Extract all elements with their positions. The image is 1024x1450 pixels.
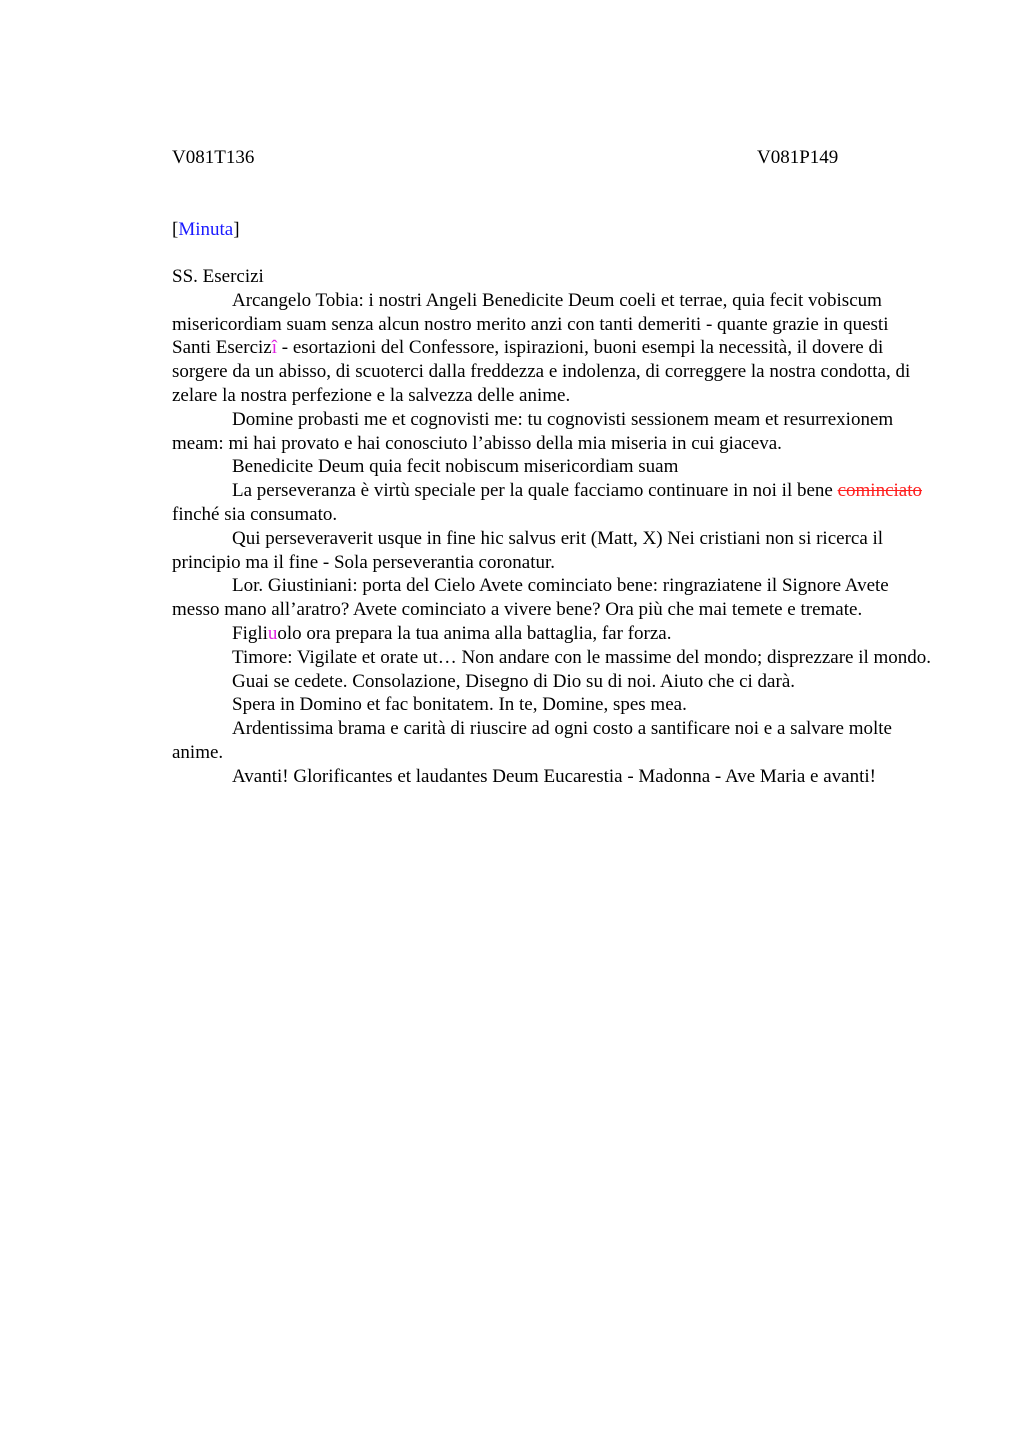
bracket-close: ] (233, 219, 240, 240)
paragraph-4-text-b: finché sia consumato. (172, 503, 338, 525)
insertion-mark: u (267, 622, 278, 644)
paragraph-5: Qui perseveraverit usque in fine hic salvus erit (Matt, X) Nei cristiani non si ricerca il principio ma il fine - Sola perseverantia coronatur. (172, 527, 884, 573)
insertion-mark: î (271, 337, 277, 359)
paragraph-7-text-b: olo ora prepara la tua anima alla battaglia, far forza. (277, 622, 672, 644)
document-code-left: V081T136 (172, 147, 255, 168)
page-code-right: V081P149 (757, 147, 839, 168)
paragraph-4 (172, 479, 932, 527)
paragraph-9: Guai se cedete. Consolazione, Disegno di Dio su di noi. Aiuto che ci darà. (232, 670, 796, 692)
paragraph-4-text-a: La perseveranza è virtù speciale per la quale facciamo continuare in noi il bene (232, 480, 838, 502)
paragraph-7 (172, 622, 932, 646)
paragraph-1-text-a: Arcangelo Tobia: i nostri Angeli Benedicite Deum coeli et terrae, quia fecit vobiscum misericordiam suam senza alcun nostro merito anzi con tanti demeriti - quante grazie in questi Santi Eserciz (172, 289, 889, 359)
paragraph-1-text-b: - esortazioni del Confessore, ispirazioni, buoni esempi la necessità, il dovere di sorgere da un abisso, di scuoterci dalla freddezza e indolenza, di correggere la nostra condotta, di zelare la nostra perfezione e la salvezza delle anime. (172, 337, 911, 406)
paragraph-3: Benedicite Deum quia fecit nobiscum misericordiam suam (232, 456, 679, 478)
paragraph-10: Spera in Domino et fac bonitatem. In te, Domine, spes mea. (232, 694, 687, 716)
minuta-text: Minuta (178, 219, 234, 240)
deleted-word: cominciato (837, 480, 923, 502)
document-body (172, 265, 932, 789)
document-title: SS. Esercizi (172, 266, 264, 287)
paragraph-8: Timore: Vigilate et orate ut… Non andare con le massime del mondo; disprezzare il mondo. (232, 646, 932, 668)
minuta-label (172, 218, 240, 242)
paragraph-6: Lor. Giustiniani: porta del Cielo Avete cominciato bene: ringraziatene il Signore Avete messo mano all’aratro? Avete cominciato a vivere bene? Ora più che mai temete e tremate. (172, 575, 889, 621)
paragraph-12: Avanti! Glorificantes et laudantes Deum Eucarestia - Madonna - Ave Maria e avanti! (232, 765, 876, 787)
paragraph-11: Ardentissima brama e carità di riuscire ad ogni costo a santificare noi e a salvare molte anime. (172, 718, 892, 763)
paragraph-2: Domine probasti me et cognovisti me: tu cognovisti sessionem meam et resurrexionem meam: mi hai provato e hai conosciuto l’abisso della mia miseria in cui giaceva. (172, 408, 894, 454)
bracket-open: [ (172, 219, 179, 240)
paragraph-7-text-a: Figli (232, 622, 268, 644)
paragraph-1 (172, 289, 932, 408)
